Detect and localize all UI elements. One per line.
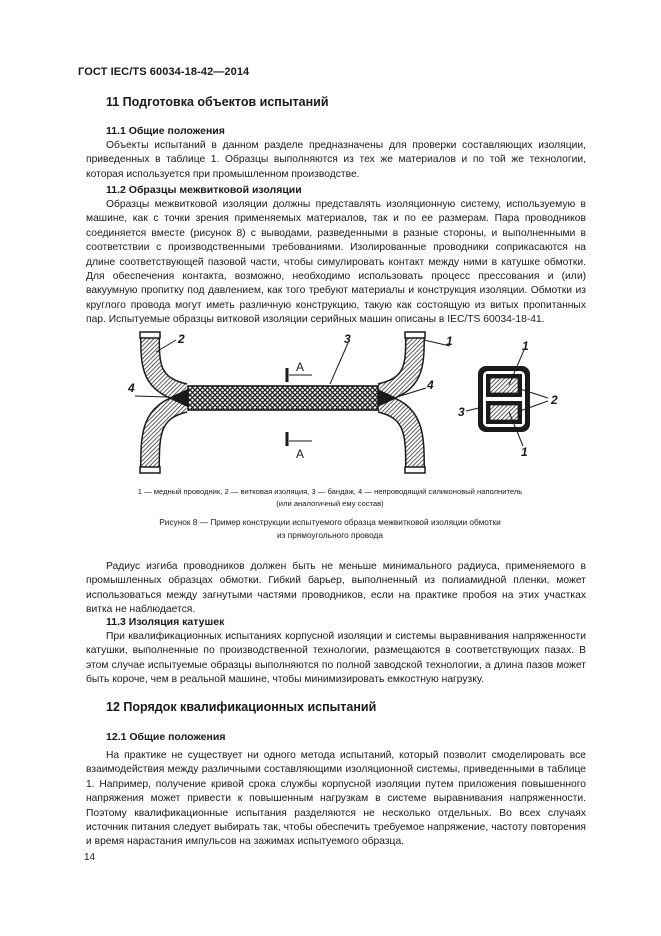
section-11-3-heading: 11.3 Изоляция катушек [106, 616, 225, 628]
label-1-lead: 1 [446, 334, 453, 348]
label-3-section: 3 [458, 405, 465, 419]
section-mark-bottom: A [296, 447, 305, 461]
section-11-2-text-continued: Радиус изгиба проводников должен быть не меньше минимального радиуса, применяемого в промышленных образцах обмотки. Гибкий барьер, выполненный из полиамидной пленки, может использоваться между загнутыми частями проводников, если на практике пробоя на этих участках витка не наблюдается. [86, 561, 586, 616]
label-1-top: 1 [522, 339, 529, 353]
section-11-1-text: Объекты испытаний в данном разделе предназначены для проверки составляющих изоляции, приведенных в таблице 1. Образцы выполняются из тех же материалов и по той же технологии, которая используется при промышленном производстве. [86, 140, 586, 180]
section-11-2-text: Образцы межвитковой изоляции должны представлять изоляционную систему, используемую в машине, как с точки зрения применяемых материалов, так и по ее размерам. Пара проводников соединяется вместе (рисунок 8) с выводами, разведенными в разные стороны, и выполненными в соответствии с производственными требованиями. Изолированные проводники соприкасаются на длине соответствующей пазовой части, чтобы симулировать контакт между ними в катушке обмотки. Для обеспечения контакта, возможно, необходимо использовать процесс прессования и (или) вакуумную пропитку под давлением, как того требуют материалы и конструкция изоляции. Обмотки из круглого провода могут иметь различную конструкцию, такую как состоящую из витых пропитанных пар. Испытуемые образцы витковой изоляции серийных машин описаны в IEC/TS 60034-18-41. [86, 199, 586, 326]
label-2-section: 2 [551, 393, 558, 407]
section-mark-top: A [296, 360, 305, 374]
label-3: 3 [344, 332, 351, 346]
figure-title-line-2: из прямоугольного провода [277, 529, 383, 540]
figure-key-line-2: (или аналогичный ему состав) [276, 499, 384, 508]
section-12-1-heading: 12.1 Общие положения [106, 731, 226, 743]
figure-key [80, 486, 580, 510]
label-4-right: 4 [427, 378, 434, 392]
figure-8-diagram [0, 320, 661, 485]
page-number: 14 [84, 852, 96, 863]
label-1-bottom: 1 [521, 445, 528, 459]
section-12-1-text: На практике не существует ни одного метода испытаний, который позволит смоделировать все взаимодействия между различными составляющими изоляционной системы, приведенными в таблице 1. Например, получение кривой срока службы корпусной изоляции путем приложения повышенного напряжения может привести к повышенным нагрузкам в системе выравнивания напряженности. Поэтому квалификационные испытания разделяются не несколько отдельных. Во всех случаях источник питания следует выбирать так, чтобы обеспечить требуемое напряжение, частоту повторения и время нарастания импульсов на зажимах испытуемого образца. [86, 750, 586, 848]
label-4-left: 4 [128, 381, 135, 395]
section-11-1-heading: 11.1 Общие положения [106, 125, 225, 137]
section-11-2-heading: 11.2 Образцы межвитковой изоляции [106, 184, 302, 196]
section-11-3-text: При квалификационных испытаниях корпусной изоляции и системы выравнивания напряженности катушки, выполненные по производственной технологии, размещаются в соответствующих пазах. В этом случае испытуемые образцы выполняются по полной заводской технологии, а длина пазов может быть короче, чем в реальной машине, чтобы минимизировать емкостную нагрузку. [86, 631, 586, 686]
figure-key-line-1: 1 — медный проводник, 2 — витковая изоляция, 3 — бандаж, 4 — непроводящий силиконовый наполнитель [137, 487, 523, 496]
label-2: 2 [178, 332, 185, 346]
section-11-heading: 11 Подготовка объектов испытаний [106, 95, 329, 109]
section-12-heading: 12 Порядок квалификационных испытаний [106, 700, 377, 714]
figure-title [80, 516, 580, 541]
figure-title-line-1: Рисунок 8 — Пример конструкции испытуемого образца межвитковой изоляции обмотки [159, 517, 501, 527]
binding-band [188, 386, 378, 410]
document-header: ГОСТ IEC/TS 60034-18-42—2014 [78, 66, 250, 78]
cross-section [458, 339, 558, 459]
